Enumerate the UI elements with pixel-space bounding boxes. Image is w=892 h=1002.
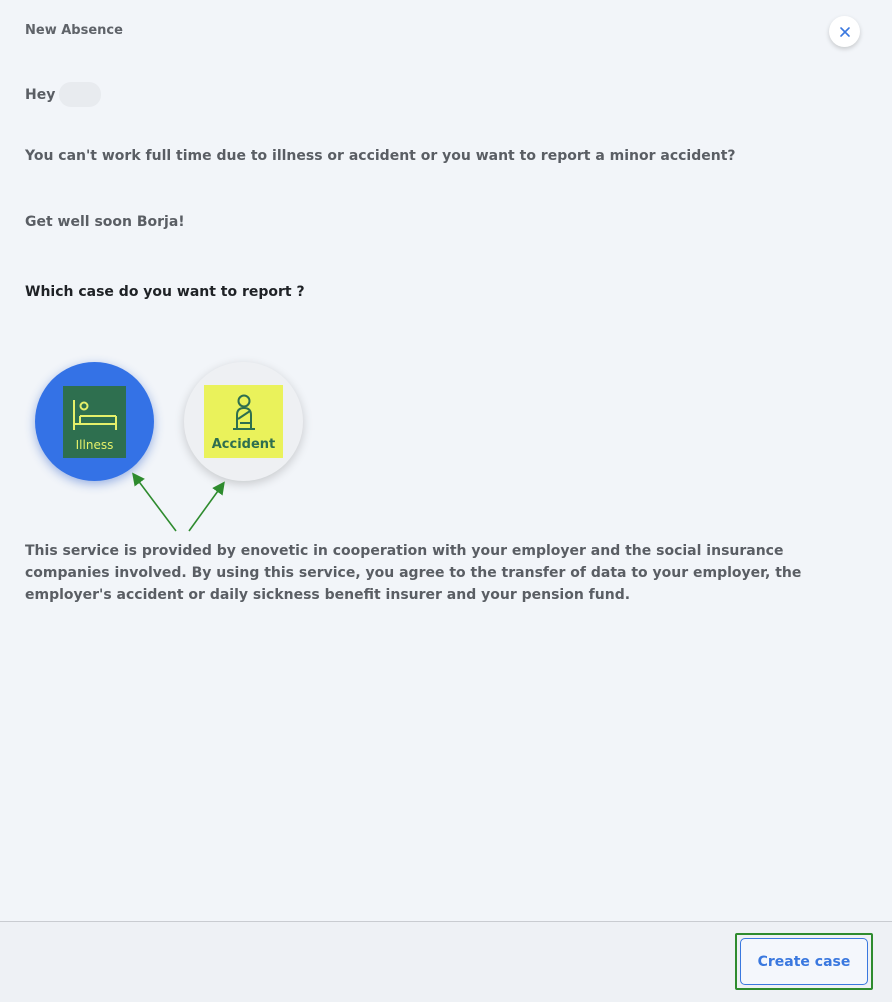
bed-icon: [72, 398, 118, 432]
create-case-button[interactable]: Create case: [740, 938, 868, 985]
injured-person-icon: [228, 393, 260, 431]
close-icon: [839, 26, 851, 38]
case-question: Which case do you want to report ?: [25, 284, 305, 300]
annotation-arrow-illness: [134, 475, 176, 531]
close-button[interactable]: [829, 16, 860, 47]
case-option-illness[interactable]: [35, 362, 154, 481]
annotation-arrow-accident: [189, 484, 223, 531]
greeting: [25, 82, 101, 107]
dialog-title: New Absence: [25, 23, 123, 38]
accident-label: Accident: [211, 437, 276, 452]
redacted-name: [59, 82, 101, 107]
illness-label: Illness: [75, 437, 114, 452]
case-option-accident[interactable]: [184, 362, 303, 481]
accident-tile: [204, 385, 283, 458]
illness-tile: [63, 386, 126, 458]
greeting-text: Hey: [25, 86, 56, 103]
service-disclaimer: This service is provided by enovetic in cooperation with your employer and the social insurance companies involved. By using this service, you agree to the transfer of data to your employer, the employer's accident or daily sickness benefit insurer and your pension fund.: [25, 543, 802, 603]
wish-text: Get well soon Borja!: [25, 214, 185, 230]
intro-text: You can't work full time due to illness or accident or you want to report a minor accident?: [25, 148, 736, 164]
